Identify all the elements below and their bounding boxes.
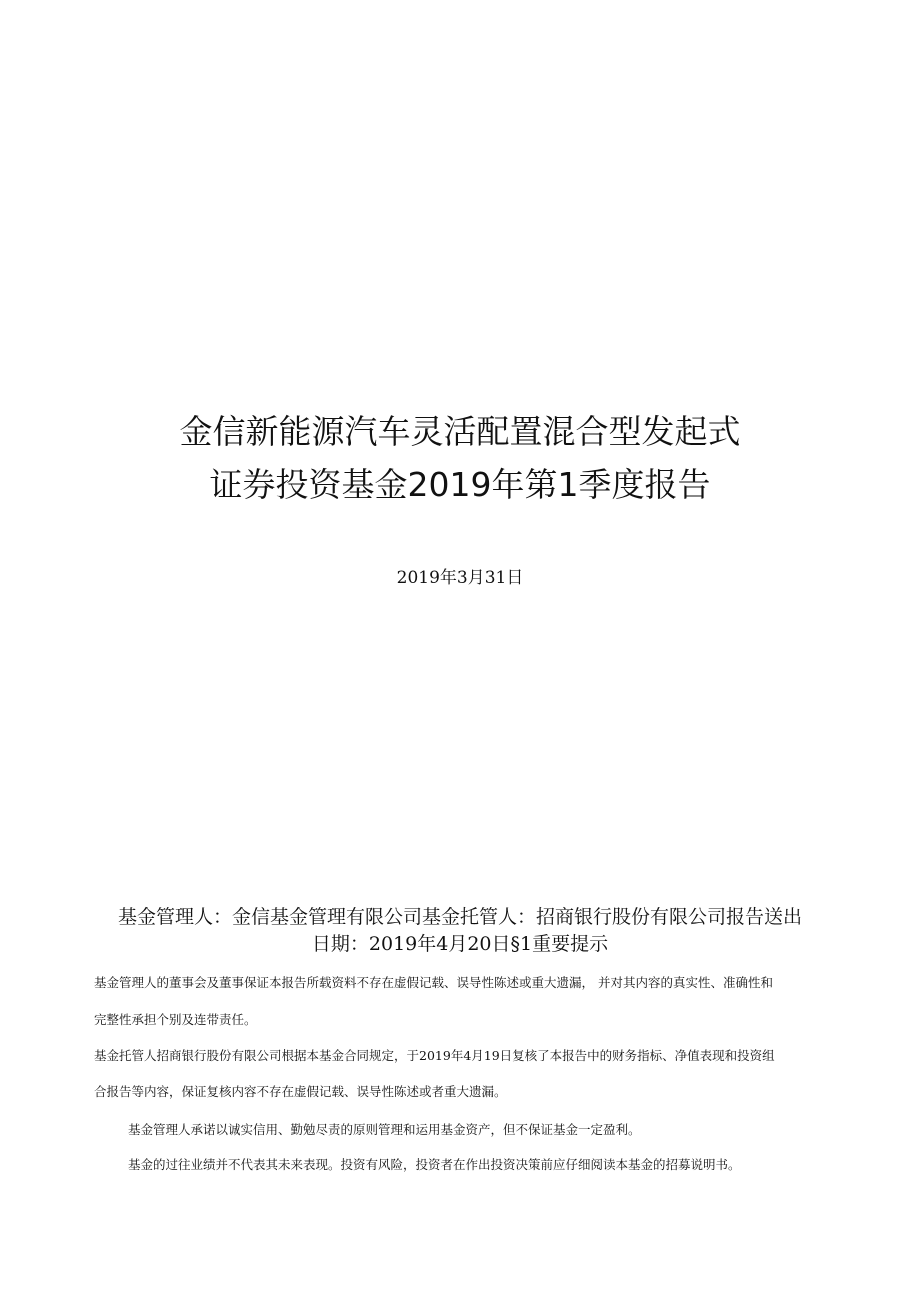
notice-paragraph-3: 基金管理人承诺以诚实信用、勤勉尽责的原则管理和运用基金资产，但不保证基金一定盈利。 bbox=[128, 1122, 641, 1137]
notice-paragraph-1-line-1: 基金管理人的董事会及董事保证本报告所载资料不存在虚假记载、误导性陈述或重大遗漏， 并对其内容的真实性、准确性和 bbox=[94, 975, 773, 990]
notice-paragraph-2-line-2: 合报告等内容，保证复核内容不存在虚假记载、误导性陈述或者重大遗漏。 bbox=[94, 1084, 507, 1099]
fund-info-line-1: 基金管理人：金信基金管理有限公司基金托管人：招商银行股份有限公司报告送出 bbox=[117, 906, 802, 928]
notice-paragraph-4: 基金的过往业绩并不代表其未来表现。投资有风险，投资者在作出投资决策前应仔细阅读本基金的招募说明书。 bbox=[128, 1157, 741, 1172]
fund-info-block bbox=[90, 904, 830, 958]
report-title-line-1: 金信新能源汽车灵活配置混合型发起式 bbox=[179, 412, 741, 451]
report-period-date: 2019年3月31日 bbox=[396, 568, 524, 588]
report-title-line-2: 证券投资基金2019年第1季度报告 bbox=[209, 465, 711, 504]
notice-paragraph-2-line-1: 基金托管人招商银行股份有限公司根据本基金合同规定，于2019年4月19日复核了本报告中的财务指标、净值表现和投资组 bbox=[94, 1048, 775, 1063]
notice-paragraph-1-line-2: 完整性承担个别及连带责任。 bbox=[94, 1012, 257, 1027]
fund-info-line-2: 日期：2019年4月20日§1重要提示 bbox=[311, 933, 609, 955]
